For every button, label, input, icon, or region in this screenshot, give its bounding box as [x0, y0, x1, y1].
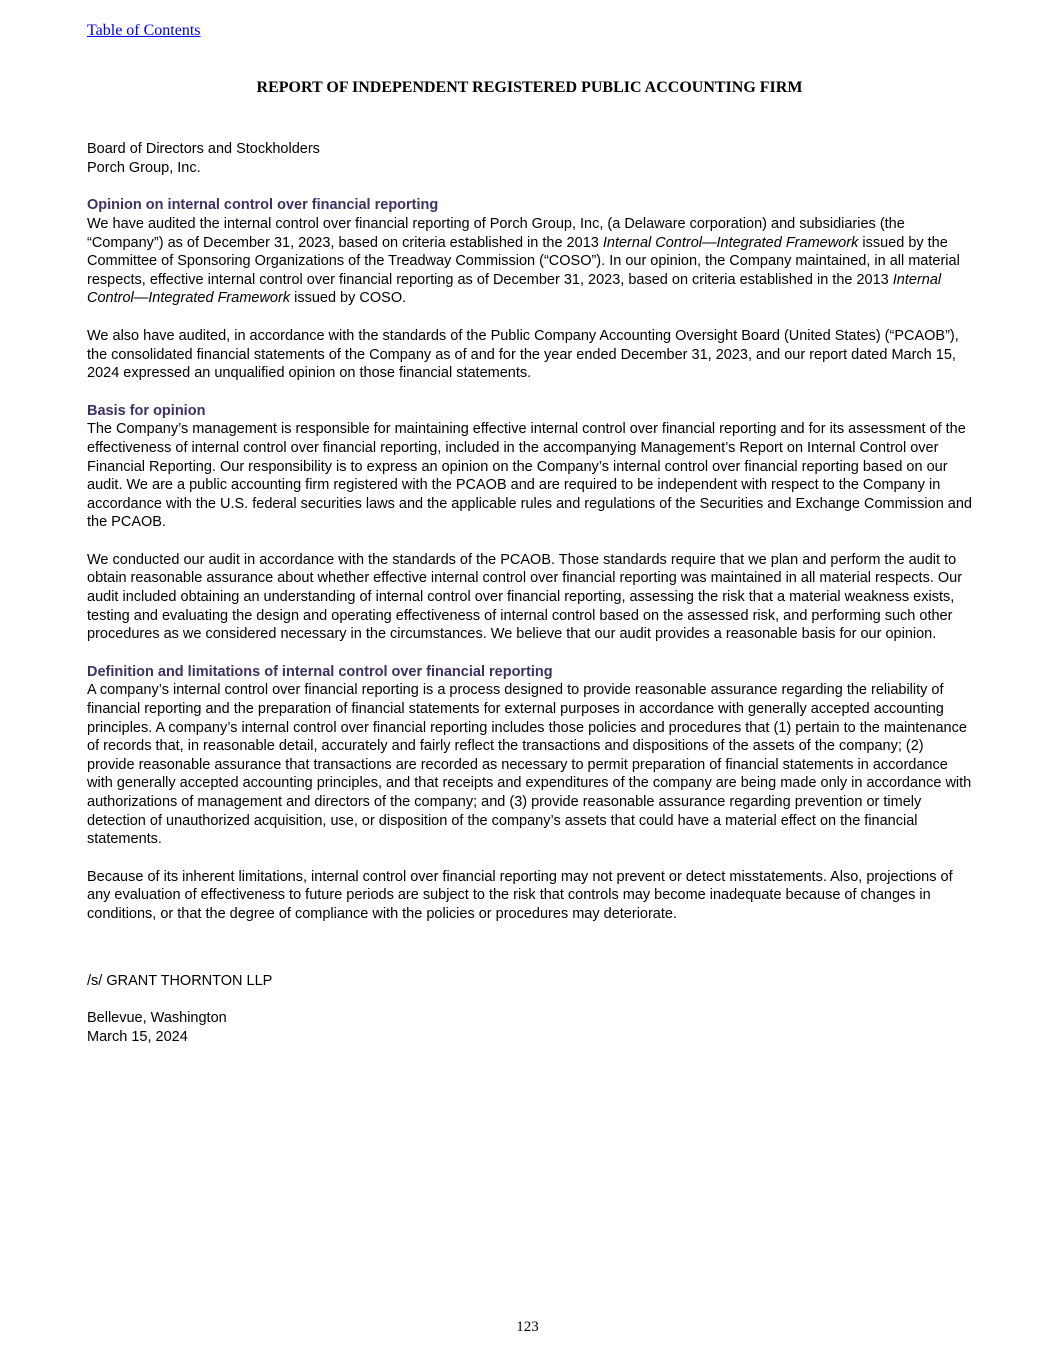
table-of-contents-link[interactable]: Table of Contents — [87, 22, 201, 39]
section-basis — [87, 402, 972, 644]
text-run: We have audited the internal control over financial reporting of Porch Group, Inc, (a Delaware corporation) and subsidiaries (the “Company”) as of December 31, 2023, based on criteria established in the 2013 — [87, 215, 905, 251]
signature-city: Bellevue, Washington — [87, 1010, 227, 1027]
section-heading-definition: Definition and limitations of internal control over financial reporting — [87, 663, 553, 680]
section-heading-opinion: Opinion on internal control over financial reporting — [87, 197, 439, 214]
addressee-line-company: Porch Group, Inc. — [87, 159, 201, 176]
italic-framework-term: Internal Control—Integrated Framework — [602, 234, 859, 251]
signature-date: March 15, 2024 — [87, 1028, 188, 1045]
text-run: issued by COSO. — [290, 290, 407, 307]
text-run: issued by the Committee of Sponsoring Organizations of the Treadway Commission (“COSO”). In our opinion, the Company maintained, in all material respects, effective internal control over financial reporting as of December 31, 2023, based on criteria established in the 2013 — [87, 234, 960, 288]
addressee-block — [87, 140, 972, 177]
page-number: 123 — [516, 1319, 539, 1335]
italic-framework-term: Internal Control—Integrated Framework — [87, 271, 942, 307]
paragraph-definition-2: Because of its inherent limitations, internal control over financial reporting may not prevent or detect misstatements. Also, projections of any evaluation of effectiveness to future periods are subject to the risk that controls may become inadequate because of changes in conditions, or that the degree of compliance with the policies or procedures may deteriorate. — [87, 868, 953, 922]
signature-block — [87, 972, 972, 1047]
paragraph-basis-2: We conducted our audit in accordance with the standards of the PCAOB. Those standards require that we plan and perform the audit to obtain reasonable assurance about whether effective internal control over financial reporting was maintained in all material respects. Our audit included obtaining an understanding of internal control over financial reporting, assessing the risk that a material weakness exists, testing and evaluating the design and operating effectiveness of internal control based on the assessed risk, and performing such other procedures as we considered necessary in the circumstances. We believe that our audit provides a reasonable basis for our opinion. — [87, 551, 963, 643]
paragraph-basis-1: The Company’s management is responsible for maintaining effective internal control over financial reporting and for its assessment of the effectiveness of internal control over financial reporting, included in the accompanying Management’s Report on Internal Control over Financial Reporting. Our responsibility is to express an opinion on the Company’s internal control over financial reporting based on our audit. We are a public accounting firm registered with the PCAOB and are required to be independent with respect to the Company in accordance with the U.S. federal securities laws and the applicable rules and regulations of the Securities and Exchange Commission and the PCAOB. — [87, 421, 972, 531]
paragraph-definition-1: A company’s internal control over financial reporting is a process designed to provide reasonable assurance regarding the reliability of financial reporting and the preparation of financial statements for external purposes in accordance with generally accepted accounting principles. A company’s internal control over financial reporting includes those policies and procedures that (1) pertain to the maintenance of records that, in reasonable detail, accurately and fairly reflect the transactions and dispositions of the assets of the company; (2) provide reasonable assurance that transactions are recorded as necessary to permit preparation of financial statements in accordance with generally accepted accounting principles, and that receipts and expenditures of the company are being made only in accordance with authorizations of management and directors of the company; and (3) provide reasonable assurance regarding prevention or timely detection of unauthorized acquisition, use, or disposition of the company’s assets that could have a material effect on the financial statements. — [87, 682, 972, 848]
document-title: REPORT OF INDEPENDENT REGISTERED PUBLIC ACCOUNTING FIRM — [256, 78, 803, 96]
section-definition — [87, 663, 972, 924]
paragraph-opinion-2: We also have audited, in accordance with the standards of the Public Company Accounting Oversight Board (United States) (“PCAOB”), the consolidated financial statements of the Company as of and for the year ended December 31, 2023, and our report dated March 15, 2024 expressed an unqualified opinion on those financial statements. — [87, 327, 959, 382]
paragraph-opinion-1 — [87, 215, 972, 308]
section-opinion — [87, 196, 972, 382]
addressee-line-board: Board of Directors and Stockholders — [87, 141, 320, 158]
section-heading-basis: Basis for opinion — [87, 402, 206, 419]
signature-line: /s/ GRANT THORNTON LLP — [87, 972, 273, 989]
